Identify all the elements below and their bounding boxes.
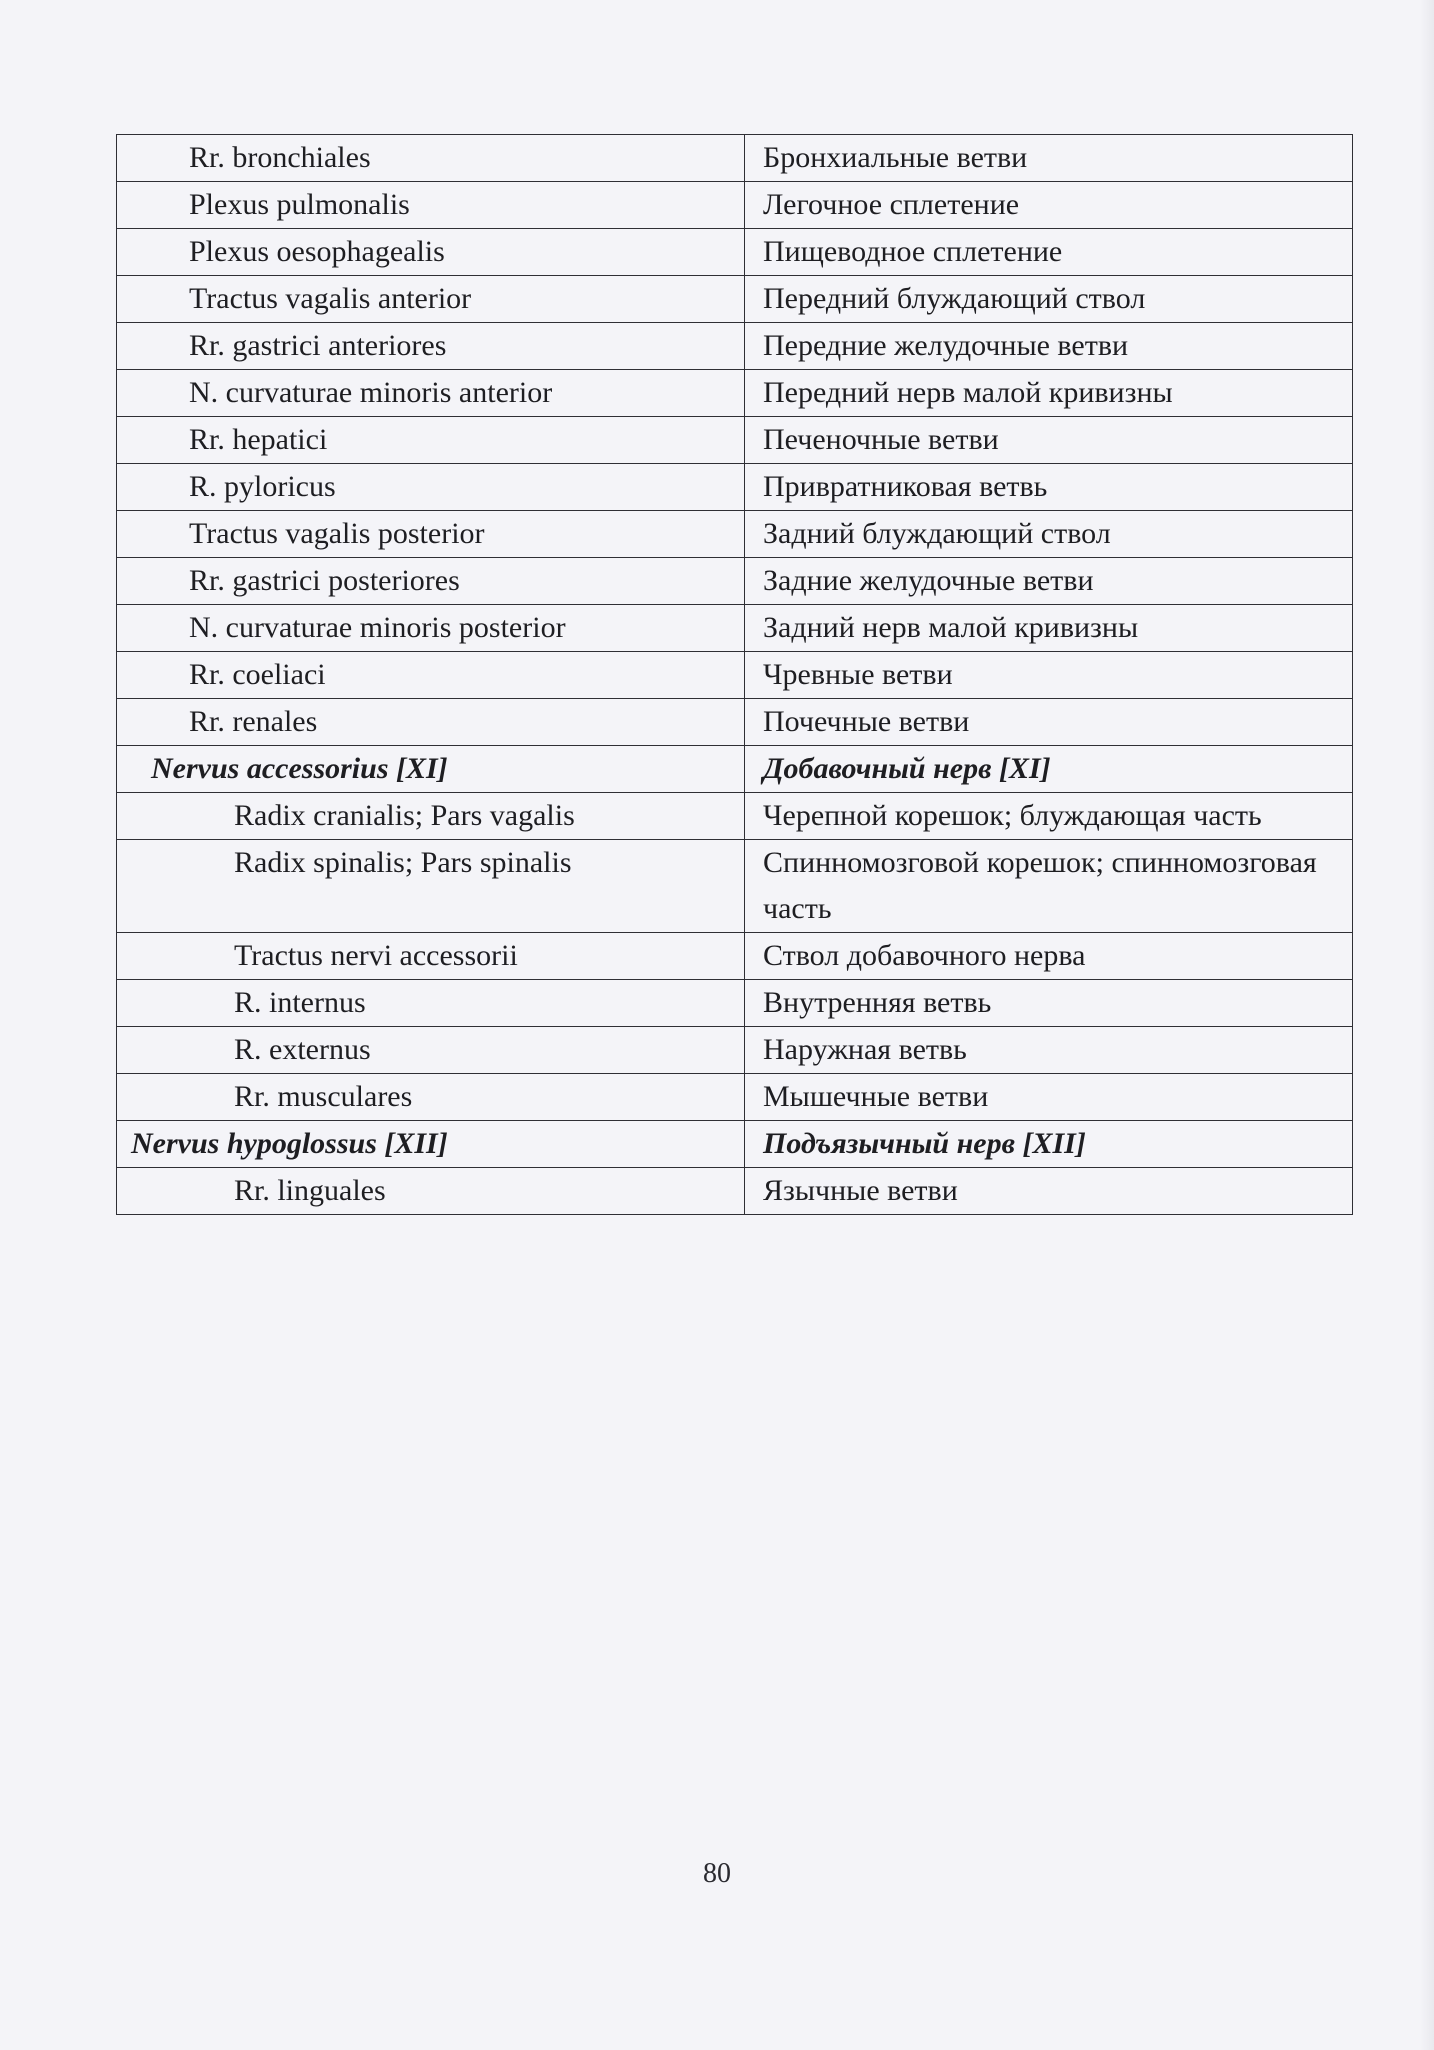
table-row: [117, 699, 1353, 746]
russian-term: Язычные ветви: [745, 1168, 1353, 1215]
russian-term: Передние желудочные ветви: [745, 323, 1353, 370]
latin-term: Tractus vagalis anterior: [117, 276, 745, 323]
table-row: [117, 464, 1353, 511]
russian-term: Бронхиальные ветви: [745, 135, 1353, 182]
russian-term: Чревные ветви: [745, 652, 1353, 699]
table-row: [117, 135, 1353, 182]
russian-term: Внутренняя ветвь: [745, 980, 1353, 1027]
latin-term: Rr. bronchiales: [117, 135, 745, 182]
latin-section-heading: Nervus accessorius [XI]: [117, 746, 745, 793]
russian-term: Легочное сплетение: [745, 182, 1353, 229]
latin-term: Rr. renales: [117, 699, 745, 746]
table-row: [117, 980, 1353, 1027]
table-row: [117, 511, 1353, 558]
latin-term: Rr. coeliaci: [117, 652, 745, 699]
russian-section-heading: Подъязычный нерв [XII]: [745, 1121, 1353, 1168]
russian-term: Наружная ветвь: [745, 1027, 1353, 1074]
table-row: [117, 229, 1353, 276]
latin-term: R. internus: [117, 980, 745, 1027]
russian-term: Задний нерв малой кривизны: [745, 605, 1353, 652]
russian-term: Черепной корешок; блуждающая часть: [745, 793, 1353, 840]
russian-term: Почечные ветви: [745, 699, 1353, 746]
latin-term: N. curvaturae minoris posterior: [117, 605, 745, 652]
latin-term: Radix cranialis; Pars vagalis: [117, 793, 745, 840]
latin-term: Rr. linguales: [117, 1168, 745, 1215]
latin-term: Rr. musculares: [117, 1074, 745, 1121]
russian-term: Передний блуждающий ствол: [745, 276, 1353, 323]
table-row: [117, 840, 1353, 933]
latin-term: Rr. gastrici posteriores: [117, 558, 745, 605]
table-row: [117, 605, 1353, 652]
table-row: [117, 182, 1353, 229]
table-row: [117, 1168, 1353, 1215]
table-row: [117, 1074, 1353, 1121]
latin-term: Plexus oesophagealis: [117, 229, 745, 276]
russian-term: Задние желудочные ветви: [745, 558, 1353, 605]
table-row: [117, 652, 1353, 699]
russian-term: Задний блуждающий ствол: [745, 511, 1353, 558]
russian-term: Передний нерв малой кривизны: [745, 370, 1353, 417]
section-header-row: [117, 1121, 1353, 1168]
page-edge-shadow: [1420, 0, 1434, 2050]
table-row: [117, 558, 1353, 605]
latin-term: Radix spinalis; Pars spinalis: [117, 840, 745, 933]
section-header-row: [117, 746, 1353, 793]
table-row: [117, 323, 1353, 370]
russian-term: Мышечные ветви: [745, 1074, 1353, 1121]
latin-term: Tractus vagalis posterior: [117, 511, 745, 558]
latin-term: Rr. hepatici: [117, 417, 745, 464]
table-row: [117, 370, 1353, 417]
nerve-terms-table: [116, 134, 1353, 1215]
table-row: [117, 933, 1353, 980]
russian-term: Ствол добавочного нерва: [745, 933, 1353, 980]
russian-term: Пищеводное сплетение: [745, 229, 1353, 276]
russian-term: Спинномозговой корешок; спинномозговая часть: [745, 840, 1353, 933]
latin-term: Tractus nervi accessorii: [117, 933, 745, 980]
russian-section-heading: Добавочный нерв [XI]: [745, 746, 1353, 793]
table-row: [117, 417, 1353, 464]
latin-term: R. pyloricus: [117, 464, 745, 511]
latin-term: N. curvaturae minoris anterior: [117, 370, 745, 417]
latin-term: Plexus pulmonalis: [117, 182, 745, 229]
table-row: [117, 276, 1353, 323]
latin-term: R. externus: [117, 1027, 745, 1074]
page-number: 80: [703, 1858, 731, 1889]
russian-term: Привратниковая ветвь: [745, 464, 1353, 511]
latin-section-heading: Nervus hypoglossus [XII]: [117, 1121, 745, 1168]
russian-term: Печеночные ветви: [745, 417, 1353, 464]
latin-term: Rr. gastrici anteriores: [117, 323, 745, 370]
table-row: [117, 793, 1353, 840]
table-row: [117, 1027, 1353, 1074]
